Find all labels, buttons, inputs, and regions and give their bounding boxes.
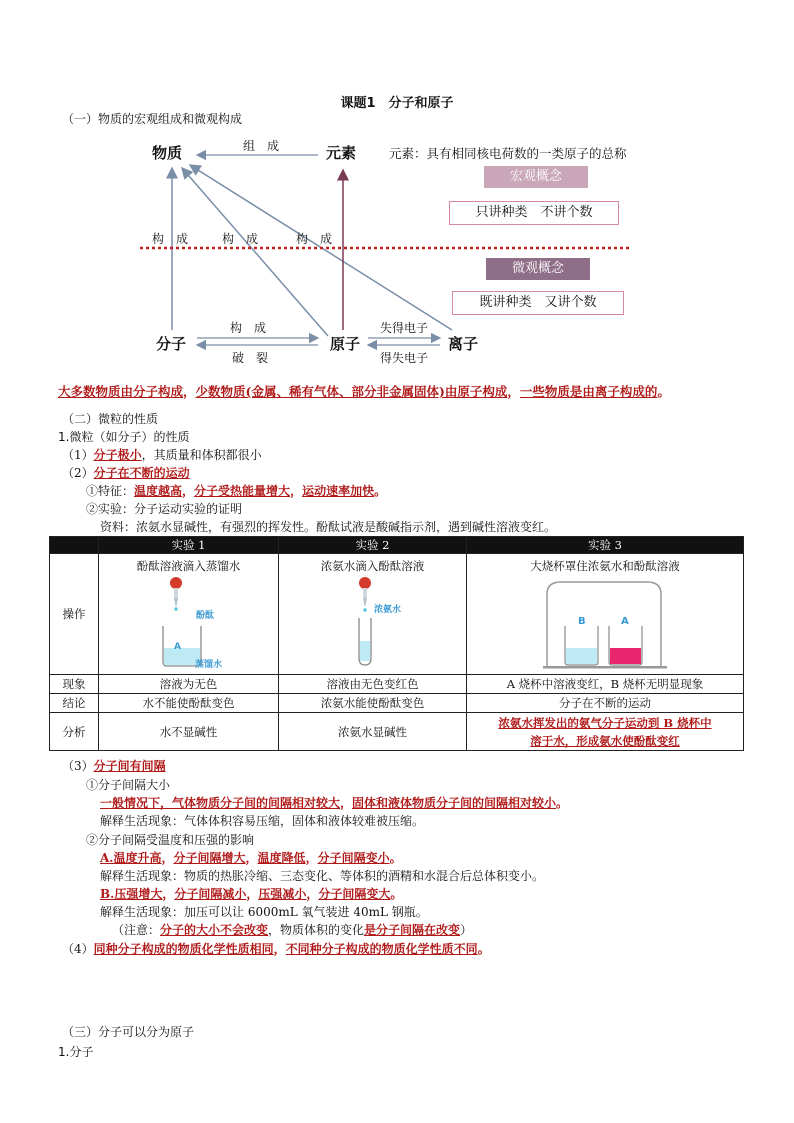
pressure-end: 。 <box>390 887 403 901</box>
node-substance: 物质 <box>152 144 183 162</box>
table-row-analysis <box>50 713 744 751</box>
table-header-exp2: 实验 2 <box>279 537 467 554</box>
temp-rise: A.温度升高 <box>100 851 162 865</box>
property-2 <box>62 464 190 481</box>
op3-text: 大烧杯罩住浓氨水和酚酞溶液 <box>530 559 680 573</box>
micro-concept-box: 微观概念 <box>486 258 590 280</box>
summary-ion: 一些物质是由离子构成的 <box>519 384 658 399</box>
property-3-num: （3） <box>62 759 94 773</box>
gap-size-explain: 解释生活现象：气体体积容易压缩，固体和液体较难被压缩。 <box>100 814 425 828</box>
construct-molecule-label: 构 成 <box>230 321 267 335</box>
temperature-explain: 解释生活现象：物质的热胀冷缩、三态变化、等体积的酒精和水混合后总体积变小。 <box>100 869 545 883</box>
gap-enlarge: 分子间隔变大 <box>318 887 391 901</box>
conclusion-3: 分子在不断的运动 <box>467 694 744 713</box>
feature-b: 分子受热能量增大 <box>194 484 291 498</box>
pressure-sep1: ， <box>162 887 175 901</box>
feature-a: 温度越高 <box>134 484 183 498</box>
property-2-num: （2） <box>62 466 94 480</box>
construct-label-2: 构 成 <box>222 232 259 246</box>
element-definition: 元素：具有相同核电荷数的一类原子的总称 <box>389 146 627 161</box>
img2-ammonia: 浓氨水 <box>374 605 402 615</box>
section3-heading: （三）分子可以分为原子 <box>62 1025 195 1039</box>
gap-increase: 分子间隔增大 <box>173 851 246 865</box>
note-middle: ，物质体积的变化 <box>268 923 365 937</box>
img3-label-a: A <box>621 616 629 627</box>
experiment-table <box>49 536 744 751</box>
gap-end: 。 <box>556 796 569 810</box>
summary-sep1: ， <box>183 384 196 399</box>
table-row-conclusion <box>50 694 744 713</box>
property-4-same: 同种分子构成的物质化学性质相同 <box>93 942 274 956</box>
section1-heading: （一）物质的宏观组成和微观构成 <box>62 112 243 126</box>
property-4-different: 不同种分子构成的物质化学性质不同 <box>285 942 478 956</box>
temp-end: 。 <box>389 851 402 865</box>
table-header-exp3: 实验 3 <box>467 537 744 554</box>
node-element: 元素 <box>326 144 357 162</box>
property-4 <box>62 940 490 957</box>
temp-sep3: ， <box>305 851 318 865</box>
break-label: 破 裂 <box>232 351 269 365</box>
pressure-explain: 解释生活现象：加压可以让 6000mL 氧气装进 40mL 钢瓶。 <box>100 905 428 919</box>
feature-end: 。 <box>374 484 387 498</box>
gain-lose-label: 得失电子 <box>380 351 429 365</box>
pressure-sep3: ， <box>306 887 319 901</box>
node-atom: 原子 <box>330 335 361 353</box>
gap-reduce: 分子间隔减小 <box>174 887 247 901</box>
temp-sep1: ， <box>161 851 174 865</box>
img3-label-b: B <box>578 616 586 627</box>
note-prefix: （注意： <box>112 923 161 937</box>
table-row-operation <box>50 554 744 675</box>
summary-line <box>58 382 670 400</box>
property-3 <box>62 757 166 774</box>
property-4-end: 。 <box>477 942 490 956</box>
feature-sep1: ， <box>182 484 195 498</box>
summary-sep2: ， <box>507 384 520 399</box>
summary-atom: 少数物质(金属、稀有气体、部分非金属固体)由原子构成 <box>195 384 508 399</box>
table-row-phenomenon <box>50 675 744 694</box>
bell-jar-illustration <box>469 574 741 669</box>
atom-substance-arrow <box>182 168 328 336</box>
gap-size-line <box>100 794 568 811</box>
property-1-rest: ，其质量和体积都很小 <box>141 448 262 462</box>
gap-decrease: 分子间隔变小 <box>317 851 390 865</box>
section2-heading: （二）微粒的性质 <box>62 412 159 426</box>
dropper-beaker-illustration <box>101 574 276 669</box>
section3-item1: 1.分子 <box>58 1045 94 1059</box>
gap-sep: ， <box>340 796 353 810</box>
pressure-sep2: ， <box>246 887 259 901</box>
gap-gas: 一般情况下，气体物质分子间的间隔相对较大 <box>100 796 341 810</box>
experiment-heading: ②实验：分子运动实验的证明 <box>86 502 243 516</box>
phenomenon-3: A 烧杯中溶液变红，B 烧杯无明显现象 <box>467 675 744 694</box>
property-1 <box>62 446 262 463</box>
note-line <box>112 921 472 938</box>
node-molecule: 分子 <box>156 335 187 353</box>
temperature-line <box>100 849 402 866</box>
dropper-tube-illustration <box>281 574 464 669</box>
analysis-3-line2: 溶于水，形成氨水使酚酞变红 <box>530 733 680 748</box>
lose-gain-label: 失得电子 <box>380 321 429 335</box>
analysis-3 <box>467 713 744 751</box>
section2-item1: 1.微粒（如分子）的性质 <box>58 430 190 444</box>
material-note: 资料：浓氨水显碱性，有强烈的挥发性。酚酞试液是酸碱指示剂，遇到碱性溶液变红。 <box>100 520 557 534</box>
property-1-num: （1） <box>62 448 94 462</box>
pressure-rise: B.压强增大 <box>100 887 163 901</box>
phenomenon-2: 溶液由无色变红色 <box>279 675 467 694</box>
img1-phenolphthalein: 酚酞 <box>196 611 215 621</box>
summary-molecule: 大多数物质由分子构成 <box>58 384 184 399</box>
phenomenon-1: 溶液为无色 <box>99 675 279 694</box>
analysis-1: 水不显碱性 <box>99 713 279 751</box>
micro-concept-desc: 既讲种类 又讲个数 <box>452 291 624 315</box>
phenomenon-label: 现象 <box>50 675 99 694</box>
macro-concept-desc: 只讲种类 不讲个数 <box>449 201 619 225</box>
summary-sep3: 。 <box>657 384 670 399</box>
conclusion-1: 水不能使酚酞变色 <box>99 694 279 713</box>
table-header-row <box>50 537 744 554</box>
op2-cell <box>279 554 467 675</box>
temp-fall: 温度降低 <box>257 851 306 865</box>
feature-sep2: ， <box>290 484 303 498</box>
conclusion-2: 浓氨水能使酚酞变色 <box>279 694 467 713</box>
temp-sep2: ， <box>245 851 258 865</box>
property-2-key: 分子在不断的运动 <box>93 466 190 480</box>
feature-line <box>86 482 386 499</box>
page-title: 课题1 分子和原子 <box>340 96 454 111</box>
construct-label-1: 构 成 <box>152 232 189 246</box>
analysis-3-line1: 浓氨水挥发出的氨气分子运动到 B 烧杯中 <box>498 715 712 730</box>
property-4-num: （4） <box>62 942 94 956</box>
gap-influence-heading: ②分子间隔受温度和压强的影响 <box>86 833 255 847</box>
table-header-exp1: 实验 1 <box>99 537 279 554</box>
operation-label: 操作 <box>50 554 99 675</box>
op2-text: 浓氨水滴入酚酞溶液 <box>320 559 425 573</box>
analysis-2: 浓氨水显碱性 <box>279 713 467 751</box>
img1-label-a: A <box>174 642 181 652</box>
op1-text: 酚酞溶液滴入蒸馏水 <box>136 559 241 573</box>
compose-label: 组 成 <box>243 139 280 153</box>
property-4-sep: ， <box>273 942 286 956</box>
note-size-unchanged: 分子的大小不会改变 <box>160 923 269 937</box>
property-1-key: 分子极小 <box>93 448 142 462</box>
note-end: ） <box>460 923 473 937</box>
conclusion-label: 结论 <box>50 694 99 713</box>
macro-concept-box: 宏观概念 <box>484 166 588 188</box>
analysis-label: 分析 <box>50 713 99 751</box>
feature-c: 运动速率加快 <box>302 484 375 498</box>
construct-label-3: 构 成 <box>296 232 333 246</box>
gap-solid-liquid: 固体和液体物质分子间的间隔相对较小 <box>352 796 557 810</box>
property-3-key: 分子间有间隔 <box>93 759 166 773</box>
node-ion: 离子 <box>448 335 479 353</box>
feature-prefix: ①特征： <box>86 484 135 498</box>
table-header-blank <box>50 537 99 554</box>
pressure-line <box>100 885 402 902</box>
img1-water: 蒸馏水 <box>195 660 223 670</box>
gap-size-heading: ①分子间隔大小 <box>86 778 171 792</box>
op1-cell <box>99 554 279 675</box>
note-gap-changes: 是分子间隔在改变 <box>364 923 461 937</box>
pressure-fall: 压强减小 <box>258 887 307 901</box>
op3-cell <box>467 554 744 675</box>
